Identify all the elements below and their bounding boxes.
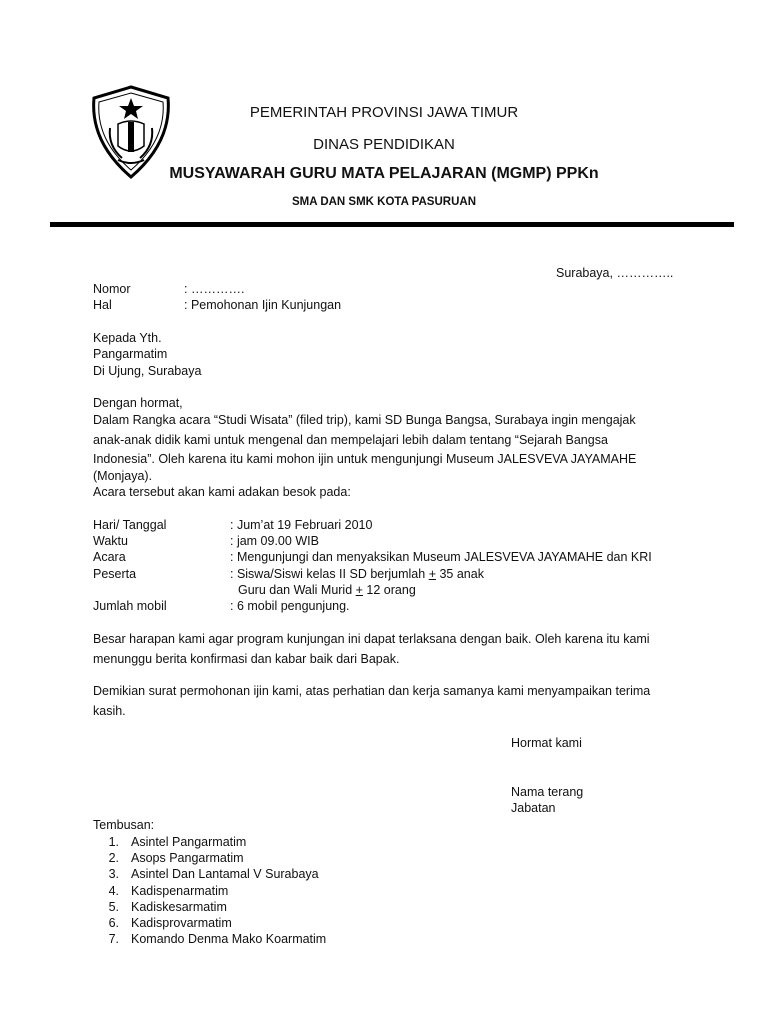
paragraph-1-line-5: Acara tersebut akan kami adakan besok pada:: [93, 485, 351, 499]
detail-peserta-label: Peserta: [93, 567, 137, 581]
letterhead-divider: [50, 222, 734, 227]
nomor-value: : ………….: [184, 282, 245, 296]
greeting: Dengan hormat,: [93, 396, 183, 410]
hal-label: Hal: [93, 298, 112, 312]
paragraph-1-line-2: anak-anak didik kami untuk mengenal dan mempelajari lebih dalam tentang “Sejarah Bangsa: [93, 433, 608, 447]
list-item: 7. Komando Denma Mako Koarmatim: [108, 932, 327, 947]
list-item: 2. Asops Pangarmatim: [108, 851, 244, 866]
detail-mobil-value: : 6 mobil pengunjung.: [230, 599, 350, 613]
paragraph-2-line-1: Besar harapan kami agar program kunjungan ini dapat terlaksana dengan baik. Oleh karena itu kami: [93, 632, 650, 646]
list-item: 3. Asintel Dan Lantamal V Surabaya: [108, 867, 319, 882]
paragraph-3-line-2: kasih.: [93, 704, 126, 718]
detail-waktu-value: : jam 09.00 WIB: [230, 534, 319, 548]
detail-peserta-value: : Siswa/Siswi kelas II SD berjumlah + 35 anak: [230, 567, 484, 581]
tembusan-title: Tembusan:: [93, 818, 155, 832]
paragraph-1-line-4: (Monjaya).: [93, 469, 153, 483]
list-item: 6. Kadisprovarmatim: [108, 916, 232, 931]
tembusan-list: [93, 834, 326, 947]
paragraph-3-line-1: Demikian surat permohonan ijin kami, atas perhatian dan kerja samanya kami menyampaikan terima: [93, 684, 651, 698]
signature-name: Nama terang: [511, 785, 584, 799]
list-item: 4. Kadispenarmatim: [108, 883, 229, 898]
paragraph-1-line-1: Dalam Rangka acara “Studi Wisata” (filed trip), kami SD Bunga Bangsa, Surabaya ingin mengajak: [93, 413, 636, 427]
letterhead-line-4: SMA DAN SMK KOTA PASURUAN: [292, 196, 476, 208]
detail-waktu-label: Waktu: [93, 534, 128, 548]
signature-regards: Hormat kami: [511, 736, 582, 750]
place-date: Surabaya, …………..: [556, 266, 674, 280]
detail-mobil-label: Jumlah mobil: [93, 599, 167, 613]
detail-hari-label: Hari/ Tanggal: [93, 518, 167, 532]
signature-position: Jabatan: [511, 801, 556, 815]
list-item: 1. Asintel Pangarmatim: [108, 835, 247, 849]
hal-value: : Pemohonan Ijin Kunjungan: [184, 298, 342, 312]
detail-acara-value: : Mengunjungi dan menyaksikan Museum JALESVEVA JAYAMAHE dan KRI: [230, 550, 652, 564]
letterhead-line-1: PEMERINTAH PROVINSI JAWA TIMUR: [249, 104, 519, 121]
letterhead-line-3: MUSYAWARAH GURU MATA PELAJARAN (MGMP) PPKn: [169, 165, 599, 182]
list-item: 5. Kadiskesarmatim: [108, 899, 227, 914]
detail-peserta-value-2: Guru dan Wali Murid + 12 orang: [238, 583, 416, 597]
nomor-label: Nomor: [93, 282, 131, 296]
recipient-line-3: Di Ujung, Surabaya: [93, 364, 202, 378]
letterhead-line-2: DINAS PENDIDIKAN: [313, 136, 455, 153]
paragraph-1-line-3: Indonesia”. Oleh karena itu kami mohon ijin untuk mengunjungi Museum JALESVEVA JAYAMAHE: [93, 452, 637, 466]
paragraph-2-line-2: menunggu berita konfirmasi dan kabar baik dari Bapak.: [93, 652, 400, 666]
detail-hari-value: : Jum’at 19 Februari 2010: [230, 518, 373, 532]
recipient-line-2: Pangarmatim: [93, 347, 168, 361]
detail-acara-label: Acara: [93, 550, 126, 564]
recipient-line-1: Kepada Yth.: [93, 331, 162, 345]
